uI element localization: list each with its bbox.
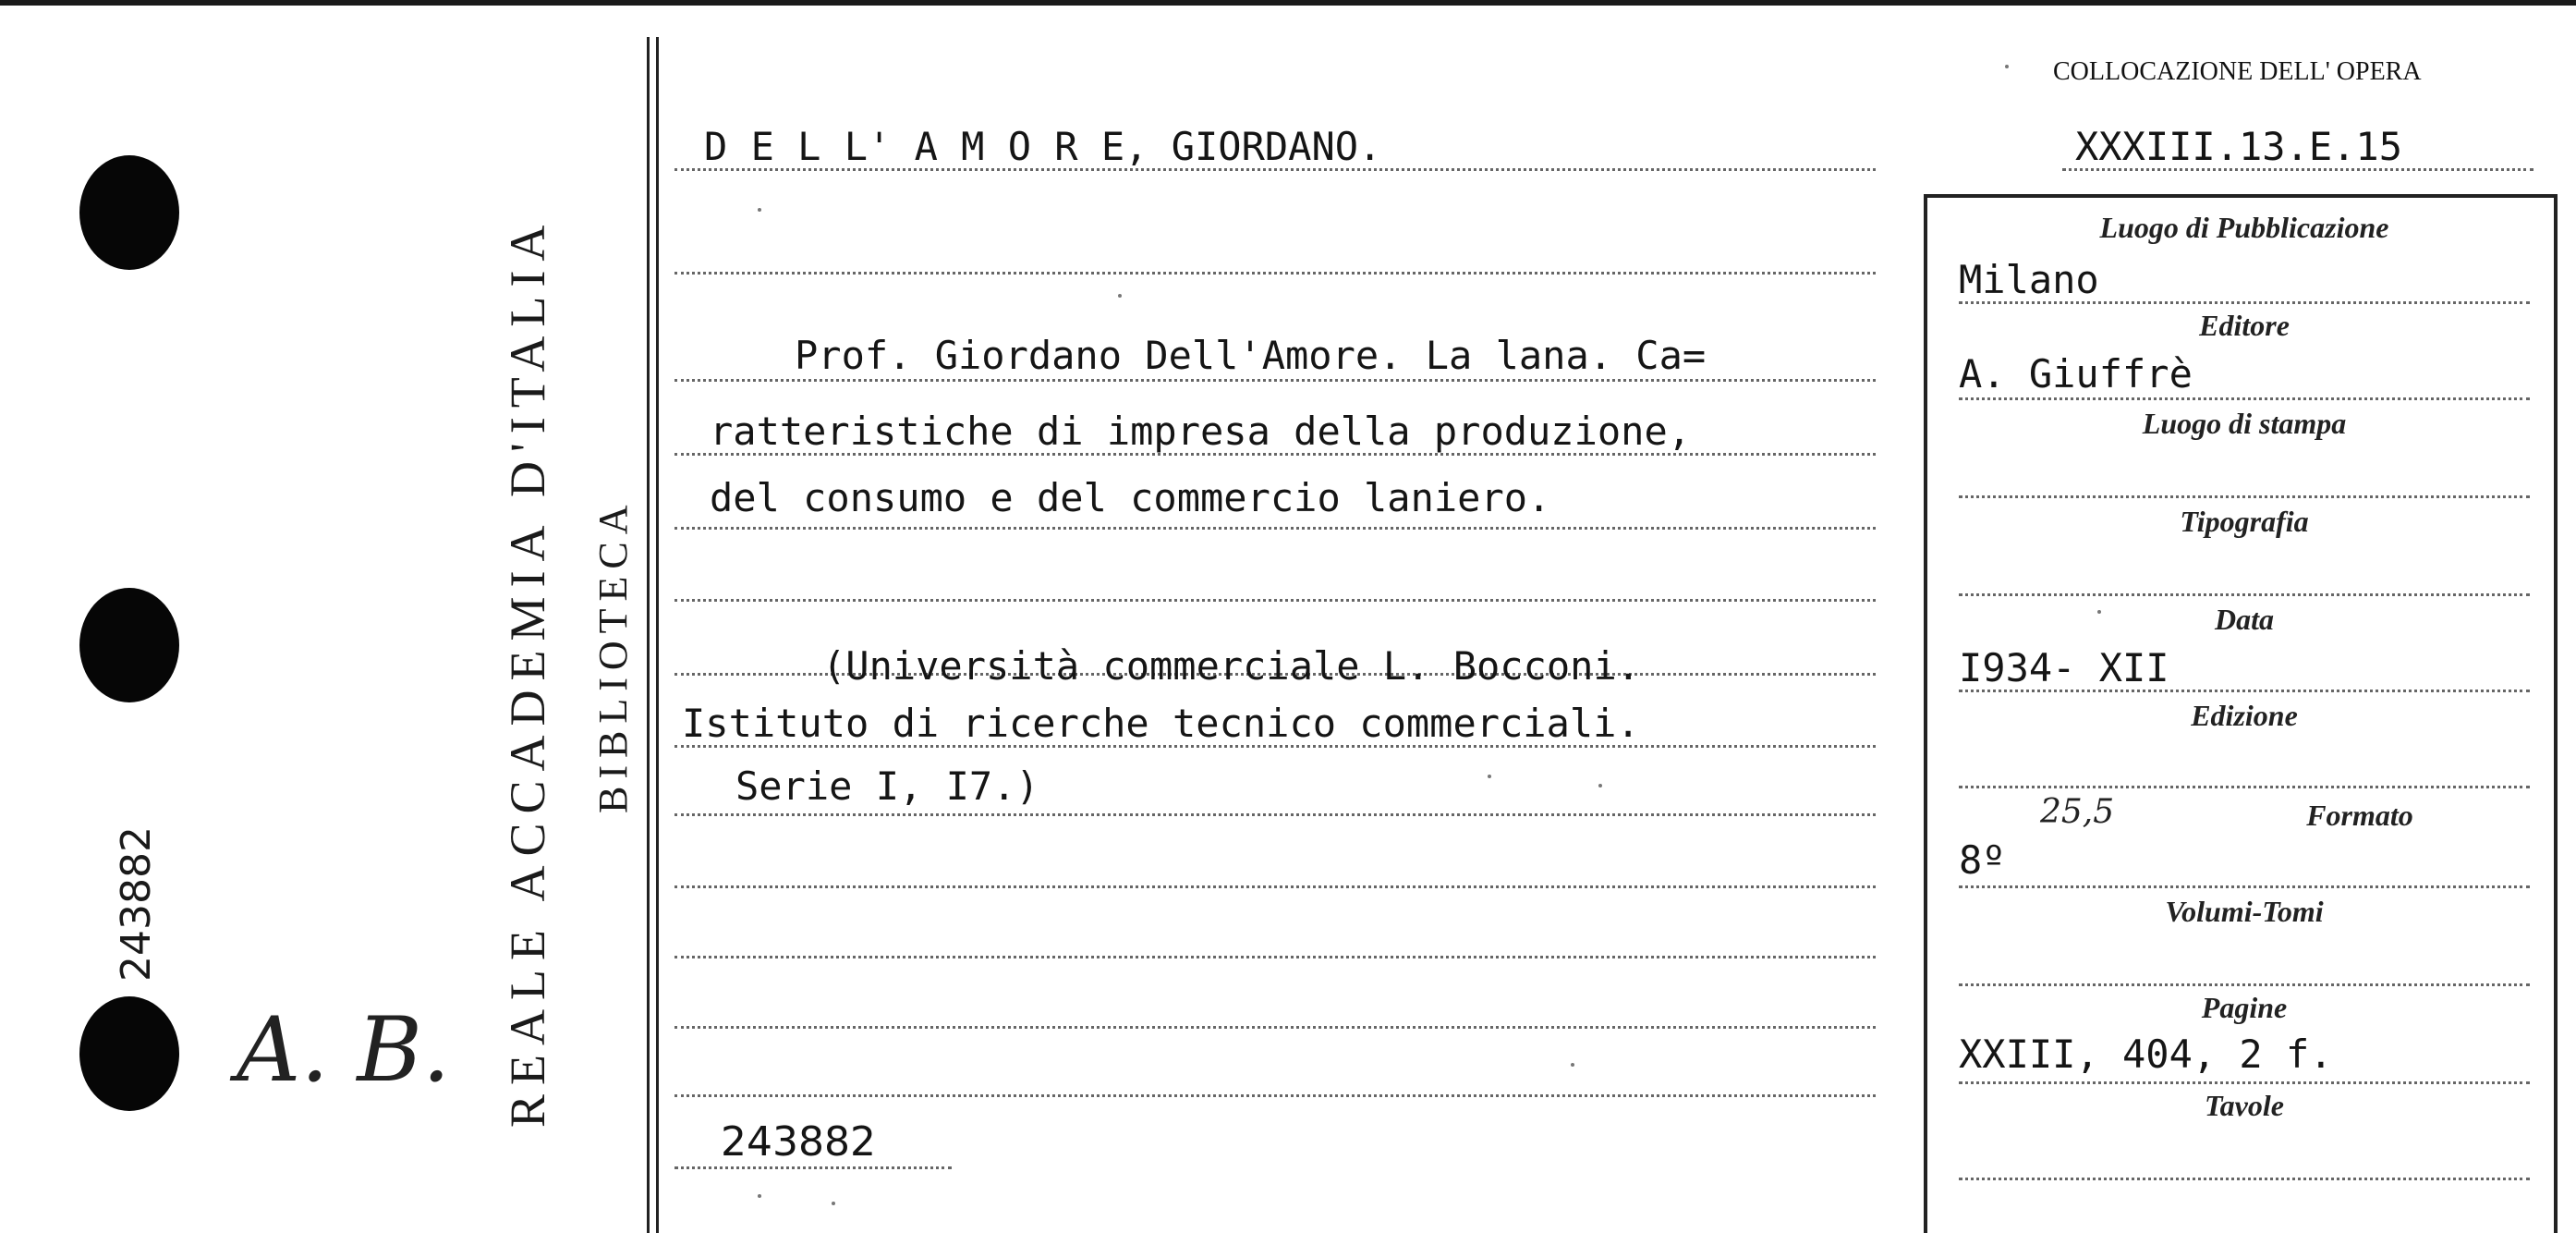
label-editore: Editore — [2199, 309, 2290, 342]
title-line-3: del consumo e del commercio laniero. — [710, 475, 1551, 520]
scan-speck — [1571, 1063, 1574, 1067]
scan-speck — [832, 1202, 835, 1205]
label-luogo-stampa: Luogo di stampa — [2142, 407, 2347, 440]
value-data: I934- XII — [1959, 645, 2169, 690]
library-name: BIBLIOTECA — [590, 497, 636, 813]
margin-catalog-number: 243882 — [113, 826, 160, 982]
details-line — [1959, 397, 2530, 400]
scan-speck — [2097, 610, 2101, 614]
details-line — [1959, 983, 2530, 986]
series-line-2: Istituto di ricerche tecnico commerciali. — [682, 701, 1640, 746]
details-line — [1959, 885, 2530, 888]
label-luogo-pubblicazione: Luogo di Pubblicazione — [2099, 211, 2389, 244]
card-top-edge — [0, 0, 2576, 6]
record-line — [674, 813, 1876, 816]
vertical-rule-left — [647, 37, 650, 1233]
value-formato: 8º — [1959, 837, 2006, 883]
record-line — [674, 956, 1876, 958]
record-line — [674, 599, 1876, 602]
vertical-rule-right — [656, 37, 659, 1233]
details-line — [1959, 786, 2530, 788]
series-line-1: (Università commerciale L. Bocconi. — [822, 643, 1641, 689]
value-luogo-pubblicazione: Milano — [1959, 257, 2099, 302]
record-line — [674, 1166, 952, 1169]
label-data: Data — [2215, 603, 2274, 636]
scan-speck — [1118, 294, 1122, 298]
details-line — [1959, 495, 2530, 498]
punch-hole-middle — [79, 588, 179, 702]
scan-speck — [1488, 775, 1491, 778]
punch-hole-bottom — [79, 996, 179, 1111]
scan-speck — [758, 208, 761, 212]
record-line — [674, 272, 1876, 275]
label-edizione: Edizione — [2191, 699, 2298, 732]
scan-speck — [2005, 65, 2009, 68]
label-tipografia: Tipografia — [2180, 505, 2309, 538]
record-line — [674, 885, 1876, 888]
collocation-line — [2062, 168, 2533, 171]
scan-speck — [758, 1194, 761, 1198]
record-line — [674, 1026, 1876, 1029]
details-line — [1959, 1178, 2530, 1180]
series-line-3: Serie I, I7.) — [735, 763, 1039, 809]
details-line — [1959, 593, 2530, 596]
value-pagine: XXIII, 404, 2 f. — [1959, 1032, 2333, 1077]
academy-name: REALE ACCADEMIA D'ITALIA — [500, 215, 555, 1128]
title-line-2: ratteristiche di impresa della produzione, — [710, 409, 1692, 454]
collocation-value: XXXIII.13.E.15 — [2075, 124, 2403, 169]
label-pagine: Pagine — [2201, 991, 2288, 1024]
title-line-1: Prof. Giordano Dell'Amore. La lana. Ca= — [795, 333, 1707, 378]
label-formato: Formato — [2306, 799, 2413, 832]
record-line — [674, 1094, 1876, 1097]
record-line — [674, 379, 1876, 382]
handwritten-initials: A. B. — [237, 998, 451, 1102]
label-tavole: Tavole — [2205, 1089, 2284, 1122]
handwritten-size: 25,5 — [2040, 793, 2115, 831]
label-volumi: Volumi-Tomi — [2165, 895, 2324, 928]
details-line — [1959, 301, 2530, 304]
collocation-label: COLLOCAZIONE DELL' OPERA — [2053, 57, 2422, 86]
details-box — [1924, 194, 2558, 1233]
record-line — [674, 527, 1876, 530]
scan-speck — [1598, 784, 1602, 787]
details-line — [1959, 690, 2530, 692]
value-editore: A. Giuffrè — [1959, 351, 2193, 397]
inventory-number: 243882 — [721, 1118, 876, 1166]
author-heading: D E L L' A M O R E, GIORDANO. — [704, 124, 1382, 169]
details-line — [1959, 1081, 2530, 1084]
punch-hole-top — [79, 155, 179, 270]
